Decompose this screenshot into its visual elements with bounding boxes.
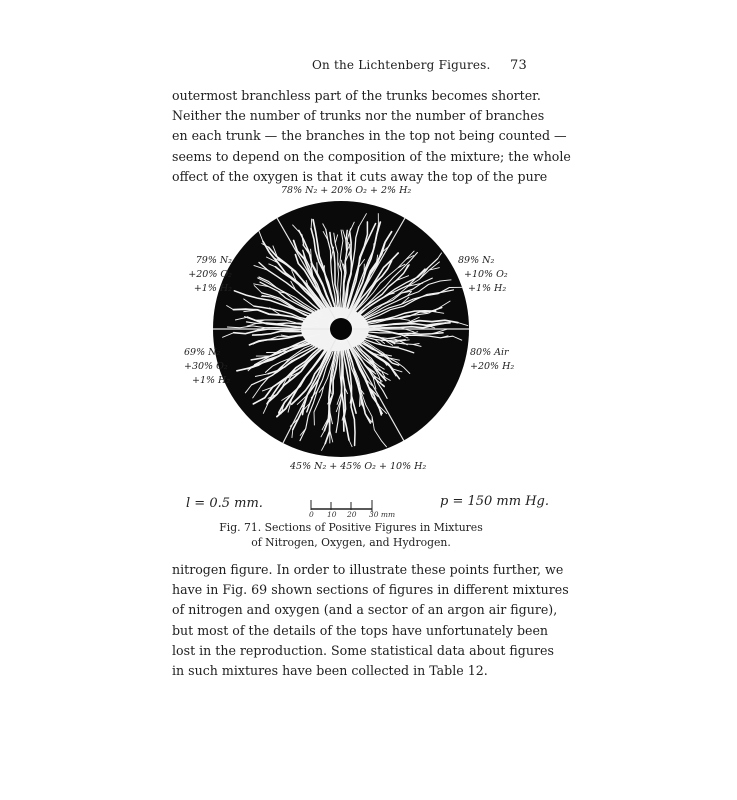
label-line: +1% H₂ xyxy=(193,283,232,294)
text-line: lost in the reproduction. Some statistical data about figures xyxy=(172,642,554,658)
text-line: Neither the number of trunks nor the number of branches xyxy=(172,108,545,124)
text-line: offect of the oxygen is that it cuts away the top of the pure xyxy=(172,168,548,184)
label-line: 80% Air xyxy=(470,347,509,358)
label-line: 78% N₂ + 20% O₂ + 2% H₂ xyxy=(281,185,412,196)
label-upper-left-sector xyxy=(184,254,232,296)
label-top-sector xyxy=(281,184,411,198)
label-line: +1% H₂ xyxy=(468,283,507,294)
center-electrode xyxy=(330,318,352,340)
label-upper-right-sector xyxy=(458,254,508,296)
pressure-note: p = 150 mm Hg. xyxy=(440,494,550,509)
label-line: +20% H₂ xyxy=(470,361,515,372)
label-lower-right-sector xyxy=(470,346,514,374)
running-title: On the Lichtenberg Figures. xyxy=(312,58,491,72)
text-line: nitrogen figure. In order to illustrate these points further, we xyxy=(172,562,564,577)
label-line: 45% N₂ + 45% O₂ + 10% H₂ xyxy=(290,461,427,472)
length-note: l = 0.5 mm. xyxy=(186,496,263,511)
page-number: 73 xyxy=(510,58,527,73)
scale-bar xyxy=(311,500,372,512)
label-line: 89% N₂ xyxy=(458,255,495,266)
text-line: en each trunk — the branches in the top not being counted — xyxy=(172,128,567,144)
text-line: of nitrogen and oxygen (and a sector of an argon air figure), xyxy=(172,602,558,618)
text-line: have in Fig. 69 shown sections of figures in different mixtures xyxy=(172,582,569,598)
text-line: outermost branchless part of the trunks becomes shorter. xyxy=(172,88,541,103)
text-line: seems to depend on the composition of the mixture; the whole xyxy=(172,148,571,164)
scale-tick-label: 10 xyxy=(327,510,337,519)
streamer-branch xyxy=(311,219,312,229)
scale-tick-label: 20 xyxy=(347,510,357,519)
label-line: +30% O₂ xyxy=(184,361,228,372)
label-lower-left-sector xyxy=(184,346,230,388)
text-line: but most of the details of the tops have unfortunately been xyxy=(172,622,549,638)
text-line: in such mixtures have been collected in Table 12. xyxy=(172,663,488,679)
caption-line: of Nitrogen, Oxygen, and Hydrogen. xyxy=(251,536,451,549)
label-line: 69% N₂ xyxy=(184,347,221,358)
label-line: +20% O₂ xyxy=(188,269,232,280)
paragraph-2 xyxy=(172,560,569,681)
label-line: +10% O₂ xyxy=(464,269,508,280)
label-line: 79% N₂ xyxy=(195,255,232,266)
scale-tick-label: 30 mm xyxy=(369,510,396,519)
scale-tick-label: 0 xyxy=(309,510,314,519)
label-line: +1% H₂ xyxy=(192,375,231,386)
figure-caption xyxy=(172,520,530,550)
label-bottom-sector xyxy=(290,460,426,474)
caption-line: Fig. 71. Sections of Positive Figures in Mixtures xyxy=(219,521,483,534)
